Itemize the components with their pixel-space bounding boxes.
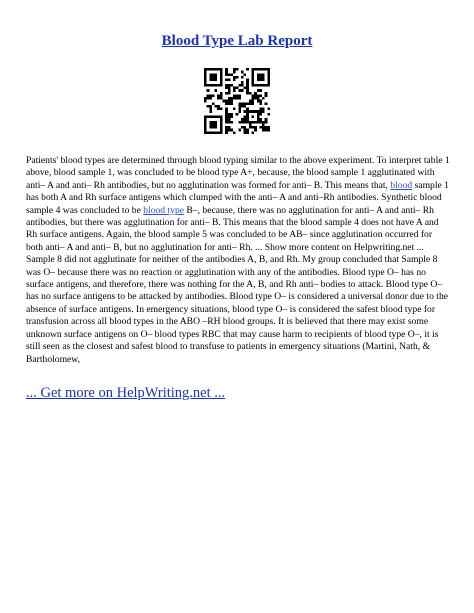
paragraph-1-part-1: Patients' blood types are determined through blood typing similar to the above experiment. To interpret table 1 above, blood sample 1, was concluded to be blood type A+, because, the blood sample 1 agglutinated with anti– A and anti– Rh antibodies, but no agglutination was formed for anti– B. This means that, — [26, 155, 450, 191]
paragraph-1-part-2: sample 1 has both A and Rh surface antigens which clumped with the anti– A and anti–Rh antibodies. Synthetic blood sample 4 was concluded to be — [26, 179, 449, 216]
get-more-link[interactable]: ... Get more on HelpWriting.net ... — [26, 385, 226, 401]
blood-link[interactable]: blood — [390, 179, 413, 191]
paragraph-1-part-3: B–, because, there was no agglutination for anti– A and anti– Rh antibodies, but there was agglutination for anti– B. This means that the blood sample 4 does not have A and Rh surface antigens. Again, the blood sample 5 was concluded to be AB– since agglutination occurred for both anti– A and anti– B, but no agglutination for anti– Rh. ... Show more content on Helpwriting.net ... — [26, 204, 439, 253]
qr-code-icon — [204, 68, 270, 134]
title-container — [0, 32, 474, 50]
paragraph-2: Sample 8 did not agglutinate for neither of the antibodies A, B, and Rh. My group concluded that Sample 8 was O– because there was no reaction or agglutination with any of the antibodies. Blood type O– has no surface antigens, and therefore, there was nothing for the A, B, and Rh anti– bodies to attack. Blood type O– has no surface antigens to be attacked by antibodies. Blood type O– is considered a universal donor due to the absence of surface antigens. In emergency situations, blood type O– is considered the safest blood type for transfusion across all blood types in the ABO –RH blood groups. It is believed that there may exist some unknown surface antigens on O– blood types RBC that may cause harm to recipients of blood type O–, it is still seen as the closest and safest blood to transfuse to patients in emergency situations (Martini, Nath, & Bartholomew, — [26, 254, 449, 365]
report-body — [26, 155, 450, 366]
blood-type-link[interactable]: blood type — [143, 204, 185, 216]
page-title-link[interactable]: Blood Type Lab Report — [161, 33, 313, 49]
paragraph-1 — [26, 155, 450, 254]
